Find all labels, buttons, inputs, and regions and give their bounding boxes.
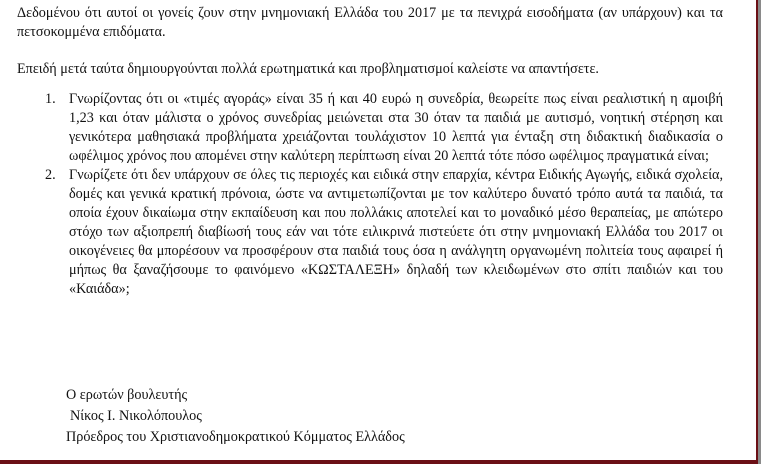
question-text: Γνωρίζετε ότι δεν υπάρχουν σε όλες τις περιοχές και ειδικά στην επαρχία, κέντρα Ειδικής Αγωγής, ειδικά σχολεία, δομές και γενικά κρατική πρόνοια, ώστε να αντιμετωπίζονται με τον καλύτερο δυνατό τρόπο αυτά τα παιδιά, τα οποία έχουν δικαίωμα στην εκπαίδευση και που πολλάκις αποτελεί και το μοναδικό μέσο θεραπείας, με απώτερο στόχο των αξιοπρεπή διαβίωσή τους εάν ναι τότε ειλικρινά πιστεύετε ότι στην μνημονιακή Ελλάδα του 2017 οι οικογένειες θα μπορέσουν να προσφέρουν στα παιδιά τους όσα η ανάλγητη οργανωμένη πολιτεία τους αφαιρεί ή μήπως θα ξαναζήσουμε το φαινόμενο «ΚΩΣΤΑΛΕΞΗ» δηλαδή των κλειδωμένων στο σπίτι παιδιών και του «Καιάδα»;: [69, 167, 723, 297]
signature-name: Νίκος Ι. Νικολόπουλος: [70, 408, 202, 424]
question-number: 2.: [45, 167, 56, 183]
question-text: Γνωρίζοντας ότι οι «τιμές αγοράς» είναι 35 ή και 40 ευρώ η συνεδρία, θεωρείτε πως είναι ρεαλιστική η αμοιβή 1,23 και όταν μάλιστα ο χρόνος συνεδρίας μειώνεται στα 30 όταν τα παιδιά με αυτισμό, νοητική στέρηση και γενικότερα μαθησιακά προβλήματα χρειάζονται τουλάχιστον 10 λεπτά για ένταξη στη διδακτική διαδικασία ο ωφέλιμος χρόνος που απομένει στην καλύτερη περίπτωση είναι 20 λεπτά τότε πόσο ωφέλιμος πραγματικά είναι;: [69, 91, 723, 164]
question-item-2: [17, 166, 723, 299]
signature-block: [66, 385, 405, 448]
intro-paragraph: Δεδομένου ότι αυτοί οι γονείς ζουν στην μνημονιακή Ελλάδα του 2017 με τα πενιχρά εισοδήματα (αν υπάρχουν) και τα πετσοκομμένα επιδόματα.: [17, 5, 723, 40]
questions-list: [17, 90, 723, 299]
question-item-1: [17, 90, 723, 166]
signature-title: Πρόεδρος του Χριστιανοδημοκρατικού Κόμματος Ελλάδος: [66, 429, 405, 445]
frame-bottom-border: [0, 460, 758, 464]
question-number: 1.: [45, 91, 56, 107]
document-body: [17, 4, 723, 299]
ask-paragraph: Επειδή μετά ταύτα δημιουργούνται πολλά ερωτηματικά και προβληματισμοί καλείστε να απαντήσετε.: [17, 61, 599, 77]
signature-role: Ο ερωτών βουλευτής: [66, 387, 188, 403]
